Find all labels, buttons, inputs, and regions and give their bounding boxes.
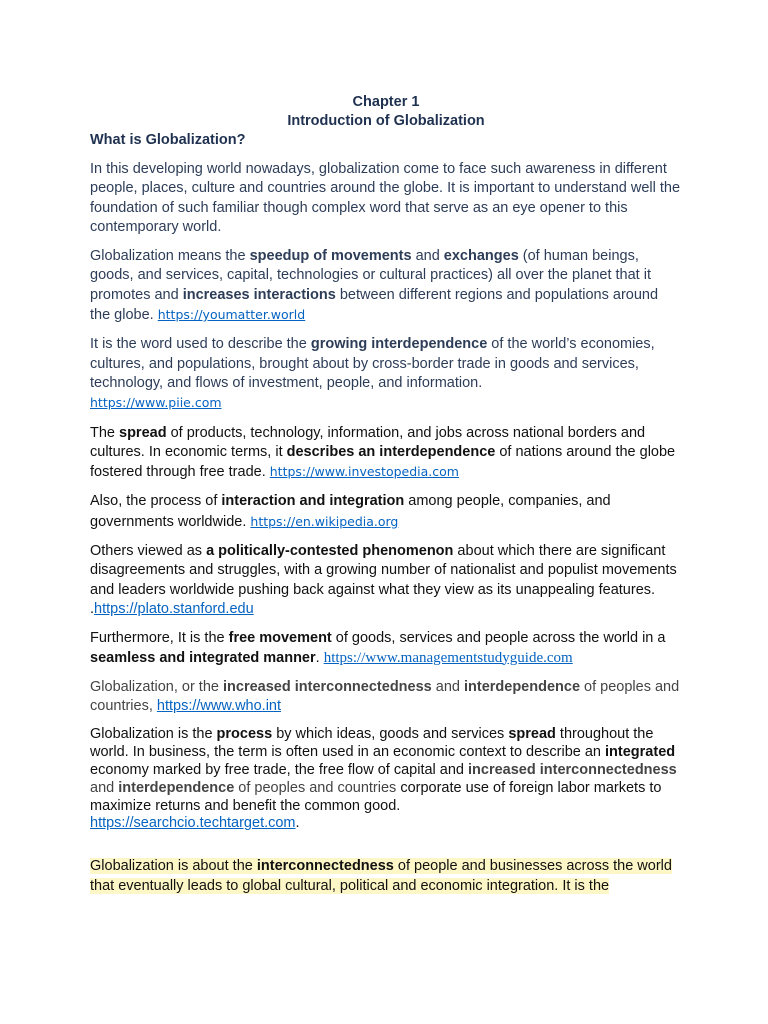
bold-term: free movement — [228, 630, 332, 647]
paragraph-definition-techtarget — [90, 726, 682, 833]
bold-term: interdependence — [463, 678, 581, 695]
paragraph-definition-piie — [90, 335, 682, 413]
paragraph-text: It is the word used to describe the — [90, 336, 311, 353]
bold-term: speedup of movements — [249, 248, 412, 265]
source-link-managementstudyguide[interactable]: https://www.managementstudyguide.com — [323, 649, 573, 666]
paragraph-text: by which ideas, goods and services — [272, 726, 509, 743]
document-body — [90, 93, 682, 906]
bold-term: interaction and integration — [221, 493, 405, 510]
source-link-wikipedia[interactable]: https://en.wikipedia.org — [250, 513, 399, 529]
paragraph-text: about which there are significant disagreements and struggles, with a growing number of nationalist and populist movements and leaders worldwide pushing back against what they view as its unappealing features. . — [90, 543, 677, 617]
paragraph-definition-investopedia — [90, 424, 682, 483]
bold-term: interconnectedness — [256, 858, 394, 875]
paragraph-highlighted — [90, 857, 682, 896]
source-link-youmatter[interactable]: https://youmatter.world — [157, 307, 306, 323]
bold-term: growing interdependence — [310, 336, 488, 353]
paragraph-text: The — [90, 424, 120, 441]
paragraph-text: of peoples and countries — [234, 779, 397, 796]
paragraph-text: Others viewed as — [90, 543, 207, 560]
bold-term: seamless and integrated manner — [90, 649, 316, 666]
paragraph-text: . — [315, 649, 324, 666]
bold-term: integrated — [605, 744, 676, 761]
paragraph-text: In this developing world nowadays, globalization come to face such awareness in different people, places, culture and countries around the globe. It is important to understand well the foundation of such familiar though complex word that serve as an eye opener to this contemporary world. — [90, 161, 681, 235]
paragraph-definition-msg — [90, 629, 682, 668]
source-link-stanford[interactable]: https://plato.stanford.edu — [94, 600, 254, 617]
paragraph-text: of nations around the globe fostered through free trade. — [90, 443, 676, 481]
paragraph-definition-stanford — [90, 542, 682, 619]
blank-line — [90, 843, 682, 857]
highlighted-text — [90, 858, 672, 893]
paragraph-text: Globalization is about the — [90, 858, 257, 875]
paragraph-definition-youmatter — [90, 247, 682, 325]
bold-term: increased interconnectedness — [223, 678, 432, 695]
paragraph-text: of goods, services and people across the world in a — [331, 630, 666, 647]
bold-term: spread — [119, 424, 167, 441]
paragraph-text: Globalization, or the — [90, 678, 223, 695]
paragraph-text: (of human beings, goods, and services, capital, technologies or cultural practices) all over the planet that it promotes and — [90, 248, 651, 303]
paragraph-text: . — [295, 815, 300, 832]
paragraph-text: among people, companies, and governments worldwide. — [90, 493, 611, 530]
paragraph-text: of the world’s economies, cultures, and populations, brought about by cross-border trade in goods and services, technology, and flows of investment, people, and information. — [90, 336, 655, 391]
source-link-who[interactable]: https://www.who.int — [156, 698, 282, 715]
source-link-investopedia[interactable]: https://www.investopedia.com — [269, 464, 459, 480]
paragraph-text: Globalization is the — [90, 726, 217, 743]
bold-term: interdependence — [118, 779, 235, 796]
paragraph-text: of products, technology, information, and jobs across national borders and cultures. In economic terms, it — [90, 424, 646, 460]
bold-term: spread — [508, 726, 556, 743]
paragraph-text: Furthermore, It is the — [90, 630, 229, 647]
paragraph-text: corporate use of foreign labor markets to maximize returns and benefit the common good. — [90, 779, 662, 814]
bold-term: increases interactions — [182, 286, 336, 303]
paragraph-text: between different regions and populations around the globe. — [90, 286, 659, 324]
paragraph-text: Globalization means the — [90, 248, 250, 265]
bold-term: describes an interdependence — [286, 443, 496, 460]
paragraph-text: and — [411, 248, 444, 265]
chapter-number: Chapter 1 — [352, 94, 420, 110]
source-link-piie[interactable]: https://www.piie.com — [90, 395, 222, 411]
paragraph-text: of people and businesses across the world that eventually leads to global cultural, political and economic integration. It is the — [90, 858, 672, 894]
section-heading: What is Globalization? — [90, 132, 246, 148]
source-link-techtarget[interactable]: https://searchcio.techtarget.com — [90, 815, 296, 832]
bold-term: exchanges — [443, 248, 519, 265]
paragraph-definition-wikipedia — [90, 492, 682, 532]
bold-term: increased interconnectedness — [468, 762, 677, 779]
bold-term: a politically-contested phenomenon — [206, 543, 454, 560]
paragraph-definition-who — [90, 678, 682, 717]
paragraph-text: throughout the world. In business, the term is often used in an economic context to describe an — [90, 726, 654, 761]
paragraph-text: and — [90, 779, 119, 796]
paragraph-text: and — [431, 678, 464, 695]
chapter-title: Introduction of Globalization — [287, 112, 485, 129]
paragraph-text: Also, the process of — [90, 493, 222, 510]
bold-term: process — [216, 726, 273, 743]
paragraph-text: of peoples and countries, — [90, 678, 680, 715]
paragraph-text: economy marked by free trade, the free flow of capital and — [90, 762, 469, 779]
paragraph-intro — [90, 160, 682, 237]
